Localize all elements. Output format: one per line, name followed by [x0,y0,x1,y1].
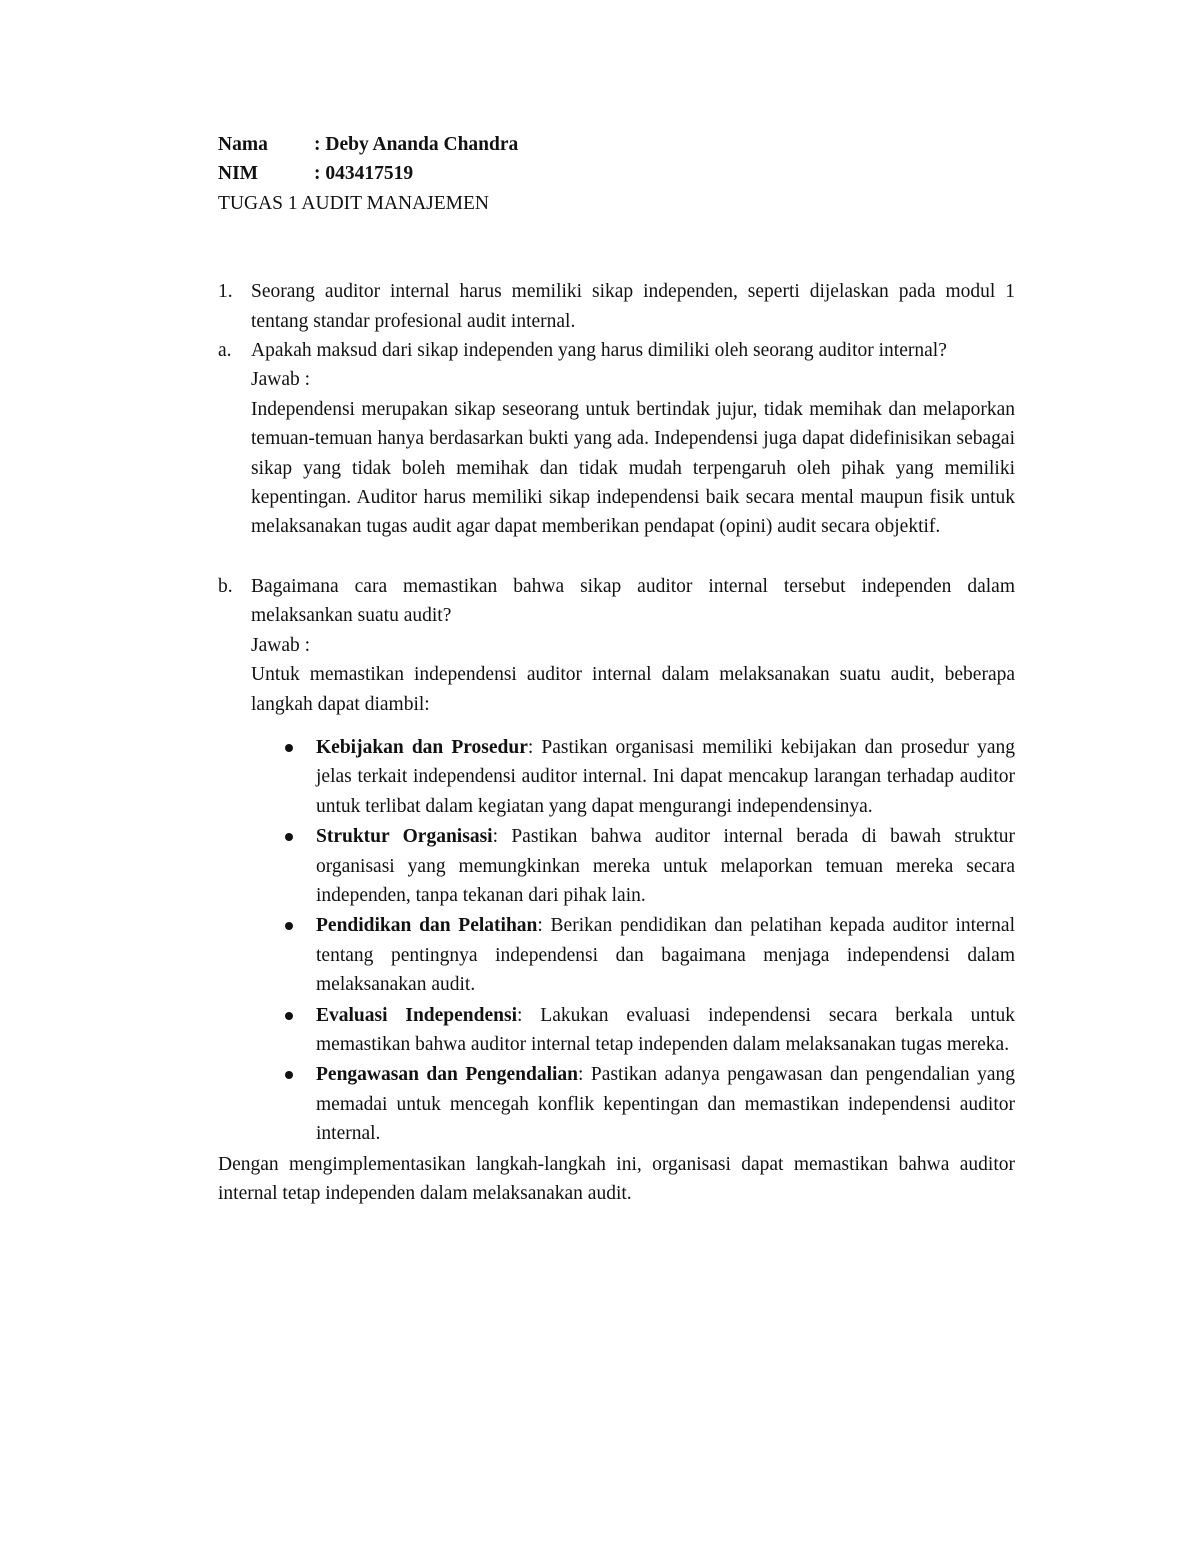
bullet-icon [283,822,316,910]
bullet-icon [283,911,316,999]
nim-label: NIM [218,163,259,185]
question-a [218,336,1015,542]
document-title: TUGAS 1 AUDIT MANAJEMEN [218,192,490,214]
nim-row [218,159,1015,188]
answer-b-intro: Untuk memastikan independensi auditor internal dalam melaksanakan suatu audit, beberapa langkah dapat diambil: [251,664,1015,715]
question-b-text: Bagaimana cara memastikan bahwa sikap auditor internal tersebut independen dalam melaksankan suatu audit? [251,575,1015,627]
step-title: Struktur Organisasi [316,826,493,848]
question-1-text: Seorang auditor internal harus memiliki sikap independen, seperti dijelaskan pada modul 1 tentang standar profesional audit internal. [251,281,1015,332]
step-text: : Berikan pendidikan dan pelatihan kepada auditor internal tentang pentingnya independensi dan bagaimana menjaga independensi dalam melaksanakan audit. [316,915,1016,996]
question-1-number: 1. [218,281,233,303]
question-a-text: Apakah maksud dari sikap independen yang harus dimiliki oleh seorang auditor internal? [251,340,947,362]
list-item [283,1001,1015,1060]
list-item [283,822,1015,910]
step-title: Pendidikan dan Pelatihan [316,915,538,937]
answer-a-text: Independensi merupakan sikap seseorang untuk bertindak jujur, tidak memihak dan melaporkan temuan-temuan hanya berdasarkan bukti yang ada. Independensi juga dapat didefinisikan sebagai sikap yang tidak boleh memihak dan tidak mudah terpengaruh oleh pihak yang memiliki kepentingan. Auditor harus memiliki sikap independensi baik secara mental maupun fisik untuk melaksanakan tugas audit agar dapat memberikan pendapat (opini) audit secara objektif. [251,398,1015,538]
bullet-icon [283,1060,316,1148]
name-label: Nama [218,134,268,155]
list-item [283,733,1015,821]
step-text: : Pastikan organisasi memiliki kebijakan dan prosedur yang jelas terkait independensi auditor internal. Ini dapat mencakup larangan terhadap auditor untuk terlibat dalam kegiatan yang dapat mengurangi independensinya. [316,736,1016,817]
nim-value: : 043417519 [314,163,414,185]
bullet-icon [283,733,316,821]
question-b-letter: b. [218,575,233,597]
question-a-letter: a. [218,340,232,362]
name-value: : Deby Ananda Chandra [314,134,519,155]
bullet-icon [283,1001,316,1060]
answer-a-label: Jawab : [251,369,311,391]
answer-b-label: Jawab : [251,634,311,656]
step-text: : Lakukan evaluasi independensi secara berkala untuk memastikan bahwa auditor internal tetap independen dalam melaksanakan tugas mereka. [316,1004,1016,1055]
step-title: Pengawasan dan Pengendalian [316,1064,579,1086]
conclusion-text: Dengan mengimplementasikan langkah-langkah ini, organisasi dapat memastikan bahwa auditor internal tetap independen dalam melaksanakan audit. [218,1153,1015,1204]
step-title: Evaluasi Independensi [316,1004,518,1026]
steps-list [283,733,1015,1149]
step-text: : Pastikan bahwa auditor internal berada di bawah struktur organisasi yang memungkinkan mereka untuk melaporkan temuan mereka secara independen, tanpa tekanan dari pihak lain. [316,826,1015,906]
question-1 [218,277,1015,336]
list-item [283,911,1015,999]
list-item [283,1060,1015,1148]
name-row [218,130,1015,159]
step-title: Kebijakan dan Prosedur [316,736,528,758]
step-text: : Pastikan adanya pengawasan dan pengendalian yang memadai untuk mencegah konflik kepentingan dan memastikan independensi auditor internal. [316,1064,1015,1145]
document-content [218,130,1015,1208]
question-b [218,572,1015,719]
